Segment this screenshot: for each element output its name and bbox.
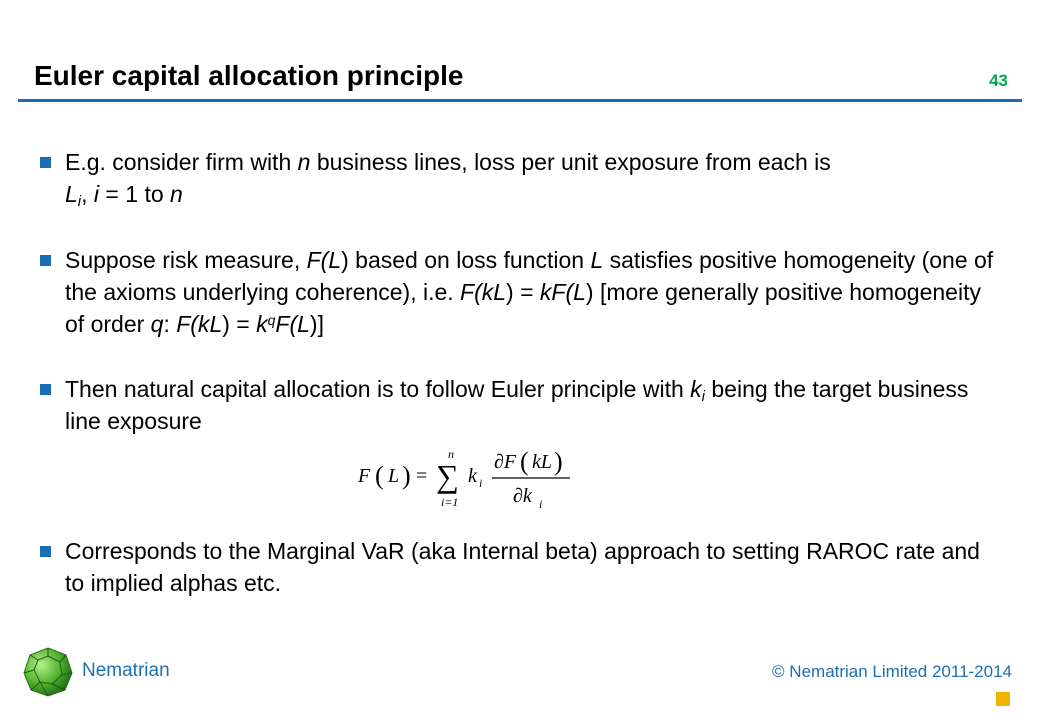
formula-svg	[356, 444, 586, 514]
bullet-square-icon	[40, 255, 51, 266]
formula-k: k	[468, 465, 477, 487]
bullet-item	[40, 535, 1000, 599]
formula-k-sub: i	[479, 476, 483, 490]
corner-square-icon	[996, 692, 1010, 706]
formula-lparen: (	[375, 461, 384, 490]
euler-formula	[356, 444, 586, 514]
formula-rparen: )	[402, 461, 411, 490]
bullet-text: E.g. consider firm with n business lines, loss per unit exposure from each is $L_i$, i = 1 to n	[65, 149, 831, 210]
slide-number: 43	[989, 71, 1008, 90]
bullet-text: Suppose risk measure, F(L) based on loss function L satisfies positive homogeneity (one of the axioms underlying coherence), i.e. F(kL) = kF(L) [more generally positive homogeneity of order q: $F(kL) = k^qF(L)$]	[65, 247, 994, 337]
formula-sigma-icon: ∑	[436, 458, 459, 494]
formula-F: F	[358, 465, 371, 487]
bullet-square-icon	[40, 157, 51, 168]
bullet-item	[40, 373, 1000, 437]
formula-den-sub: i	[539, 497, 543, 511]
formula-num-rparen: )	[554, 447, 563, 476]
nematrian-globe-icon	[22, 646, 74, 698]
bullet-item	[40, 244, 1000, 340]
formula-L: L	[388, 465, 400, 487]
copyright-text: © Nematrian Limited 2011-2014	[772, 662, 1012, 681]
bullet-text: Corresponds to the Marginal VaR (aka Internal beta) approach to setting RAROC rate and to implied alphas etc.	[65, 538, 980, 596]
formula-sum-lower: i=1	[441, 495, 459, 509]
formula-num-lparen: (	[520, 447, 529, 476]
bullet-text: Then natural capital allocation is to follow Euler principle with $k_i$ being the target business line exposure	[65, 376, 969, 434]
formula-denominator: ∂k	[513, 485, 532, 507]
slide-title: Euler capital allocation principle	[34, 60, 464, 91]
formula-numerator: ∂F	[494, 451, 517, 473]
formula-equals: =	[416, 465, 428, 487]
formula-sum-upper: n	[448, 447, 454, 461]
bullet-square-icon	[40, 384, 51, 395]
bullet-item	[40, 146, 1000, 210]
formula-numerator-arg: kL	[532, 451, 552, 473]
title-divider	[18, 99, 1022, 102]
bullet-square-icon	[40, 546, 51, 557]
brand-name: Nematrian	[82, 660, 170, 681]
